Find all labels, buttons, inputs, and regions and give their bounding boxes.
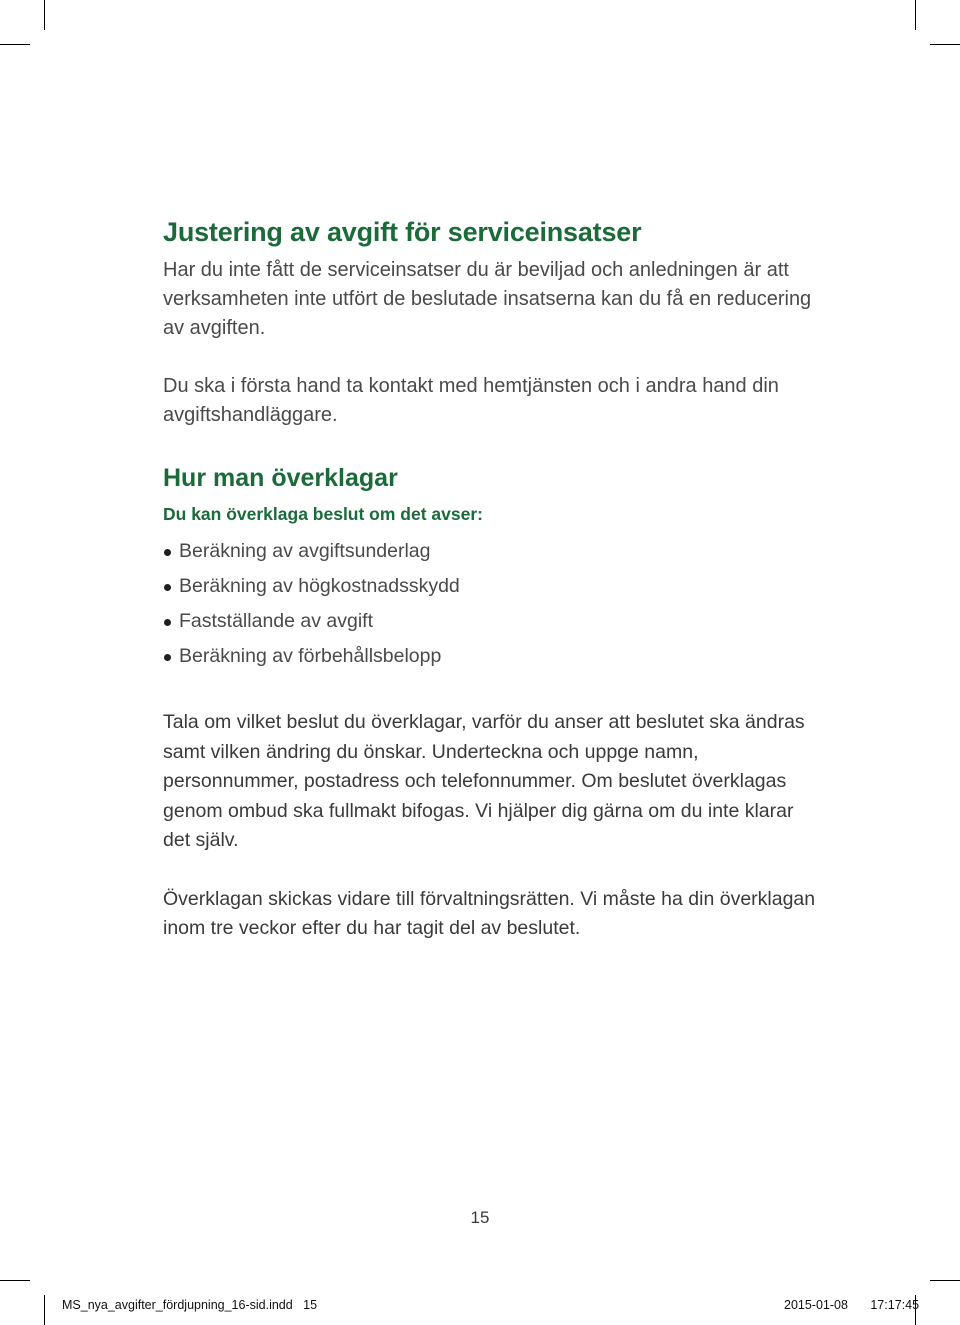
list-item (163, 639, 823, 674)
print-slug-filename: MS_nya_avgifter_fördjupning_16-sid.indd 15 (62, 1298, 318, 1312)
paragraph: Tala om vilket beslut du överklagar, varför du anser att beslutet ska ändras samt vilken ändring du önskar. Underteckna och uppge namn, personnummer, postadress och telefonnummer. Om beslutet överklagas genom ombud ska fullmakt bifogas. Vi hjälper dig gärna om du inte klarar det själv. (163, 711, 805, 851)
bullet-dot-icon (164, 619, 171, 626)
bullet-dot-icon (164, 584, 171, 591)
page-content (163, 214, 823, 944)
crop-mark (44, 1295, 45, 1325)
subheading-appeal-scope: Du kan överklaga beslut om det avser: (163, 504, 483, 524)
list-item-text: Fastställande av avgift (179, 610, 374, 632)
bullet-list (163, 534, 823, 674)
paragraph: Överklagan skickas vidare till förvaltningsrätten. Vi måste ha din överklagan inom tre veckor efter du har tagit del av beslutet. (163, 887, 816, 939)
list-item-text: Beräkning av avgiftsunderlag (179, 540, 431, 562)
list-item-text: Beräkning av förbehållsbelopp (179, 645, 442, 667)
crop-mark (930, 1280, 960, 1281)
page-number: 15 (470, 1208, 490, 1227)
list-item (163, 534, 823, 569)
section-heading-appeal: Hur man överklagar (163, 464, 398, 492)
list-item (163, 569, 823, 604)
list-item-text: Beräkning av högkostnadsskydd (179, 575, 460, 597)
crop-mark (915, 0, 916, 30)
crop-mark (44, 0, 45, 30)
print-slug-datetime: 2015-01-08 17:17:45 (784, 1298, 920, 1312)
bullet-dot-icon (164, 549, 171, 556)
list-item (163, 604, 823, 639)
paragraph: Du ska i första hand ta kontakt med hemtjänsten och i andra hand din avgiftshandläggare. (163, 375, 779, 426)
crop-mark (0, 44, 30, 45)
section-heading-fee-adjustment: Justering av avgift för serviceinsatser (163, 217, 642, 247)
paragraph: Har du inte fått de serviceinsatser du är beviljad och anledningen är att verksamheten inte utfört de beslutade insatserna kan du få en reducering av avgiften. (163, 259, 812, 339)
bullet-dot-icon (164, 654, 171, 661)
crop-mark (930, 44, 960, 45)
crop-mark (0, 1280, 30, 1281)
